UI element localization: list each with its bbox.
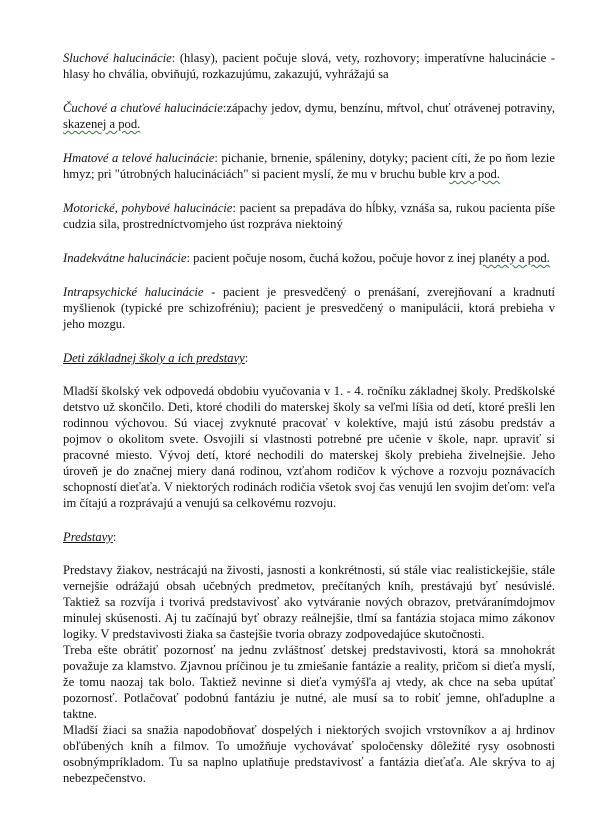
term: Inadekvátne halucinácie xyxy=(63,251,187,265)
hallucination-olfactory xyxy=(63,100,555,132)
hallucination-tactile xyxy=(63,150,555,182)
definition: : (hlasy), pacient počuje slová, vety, rozhovory; imperatívne halucinácie - hlasy ho chvália, obviňujú, rozkazujúmu, zakazujú, vyhrážajú sa xyxy=(63,51,555,81)
term: Sluchové halucinácie xyxy=(63,51,172,65)
term: Motorické, pohybové halucinácie xyxy=(63,201,233,215)
term: Čuchové a chuťové halucinácie xyxy=(63,101,223,115)
paragraph-children: Mladší školský vek odpovedá obdobiu vyučovania v 1. - 4. ročníku základnej školy. Predškolské detstvo už skončilo. Deti, ktoré chodili do materskej školy sa veľmi líšia od detí, ktoré prešli len rodinnou výchovou. Sú viacej zvyknuté pracovať v kolektíve, majú istú zásobu predstáv a pojmov o okolitom svete. Osvojili si vlastnosti potrebné pre učenie v škole, napr. upraviť si pracovné miesto. Vývoj detí, ktoré nechodili do materskej školy prebieha živelnejšie. Jeho úroveň je do značnej miery daná rodinou, vzťahom rodičov k výchove a rozvoju poznávacích schopností dieťaťa. V niektorých rodinách rodičia všetok svoj čas venujú len svojim deťom: veľa im čítajú a rozprávajú a venujú sa celkovému rozvoju. xyxy=(63,384,555,510)
section-heading-imagery xyxy=(63,529,555,545)
definition: - pacient je presvedčený o prenášaní, zverejňovaní a kradnutí myšlienok (typické pre schizofréniu); pacient je presvedčený o manipulácii, ktorá prebieha v jeho mozgu. xyxy=(63,285,556,331)
term: Hmatové a telové halucinácie xyxy=(63,151,215,165)
paragraph-imagery-3: Mladší žiaci sa snažia napodobňovať dospelých i niektorých svojich vrstovníkov a aj hrdinov obľúbených kníh a filmov. To umožňuje vychovávať spoločensky dôležité rysy osobnosti osobnýmpríkladom. Tu sa naplno uplatňuje predstavivosť a fantázia dieťaťa. Ale skrýva to aj nebezpečenstvo. xyxy=(63,723,555,785)
spellcheck-flag: planéty a pod. xyxy=(478,251,550,265)
definition: : pacient počuje nosom, čuchá kožou, počuje hovor z inej xyxy=(186,251,479,265)
hallucination-auditory xyxy=(63,50,555,82)
spellcheck-flag: krv a pod. xyxy=(449,167,500,181)
definition: : pichanie, brnenie, spáleniny, dotyky; pacient cíti, že po ňom lezie hmyz; pri "útrobných halucináciách" si pacient myslí, že mu v bruchu buble xyxy=(63,151,555,181)
heading-colon: : xyxy=(244,351,249,365)
spellcheck-flag: skazenej a pod. xyxy=(63,117,141,131)
hallucination-motor xyxy=(63,200,555,232)
term: Intrapsychické halucinácie xyxy=(63,285,204,299)
heading-text: Deti základnej školy a ich predstavy xyxy=(63,351,245,365)
heading-colon: : xyxy=(112,530,117,544)
heading-text: Predstavy xyxy=(63,530,113,544)
definition: :zápachy jedov, dymu, benzínu, mŕtvol, chuť otrávenej potraviny, xyxy=(222,101,556,115)
paragraph-imagery-1: Predstavy žiakov, nestrácajú na živosti, jasnosti a konkrétnosti, sú stále viac realistickejšie, stále vernejšie odrážajú obsah učebných predmetov, prečítaných kníh, prestávajú byť nesúvislé. Taktiež sa rozvíja i tvorivá predstavivosť ako vytváranie nových obrazov, pretváranímdojmov minulej skúsenosti. Aj tu začínajú byť obrazy reálnejšie, tlmí sa fantázia stojaca mimo zákonov logiky. V predstavivosti žiaka sa častejšie tvoria obrazy zodpovedajúce skutočnosti. xyxy=(63,563,555,641)
section-heading-children xyxy=(63,350,555,366)
paragraph-imagery-2: Treba ešte obrátiť pozornosť na jednu zvláštnosť detskej predstavivosti, ktorá sa mnohokrát považuje za klamstvo. Zjavnou príčinou je tu zmiešanie fantázie a reality, pričom si dieťa myslí, že tomu naozaj tak bolo. Taktiež nevinne si dieťa vymýšľa aj vtedy, ak chce na seba upútať pozornosť. Potlačovať podobnú fantáziu je nutné, ale musí sa to robiť jemne, ohľaduplne a taktne. xyxy=(63,643,555,721)
hallucination-inadequate xyxy=(63,250,555,266)
definition: : pacient sa prepadáva do hĺbky, vznáša sa, rukou pacienta píše cudzia sila, prostredníctvomjeho úst rozpráva niektoiný xyxy=(63,201,555,231)
hallucination-intrapsychic xyxy=(63,284,555,332)
